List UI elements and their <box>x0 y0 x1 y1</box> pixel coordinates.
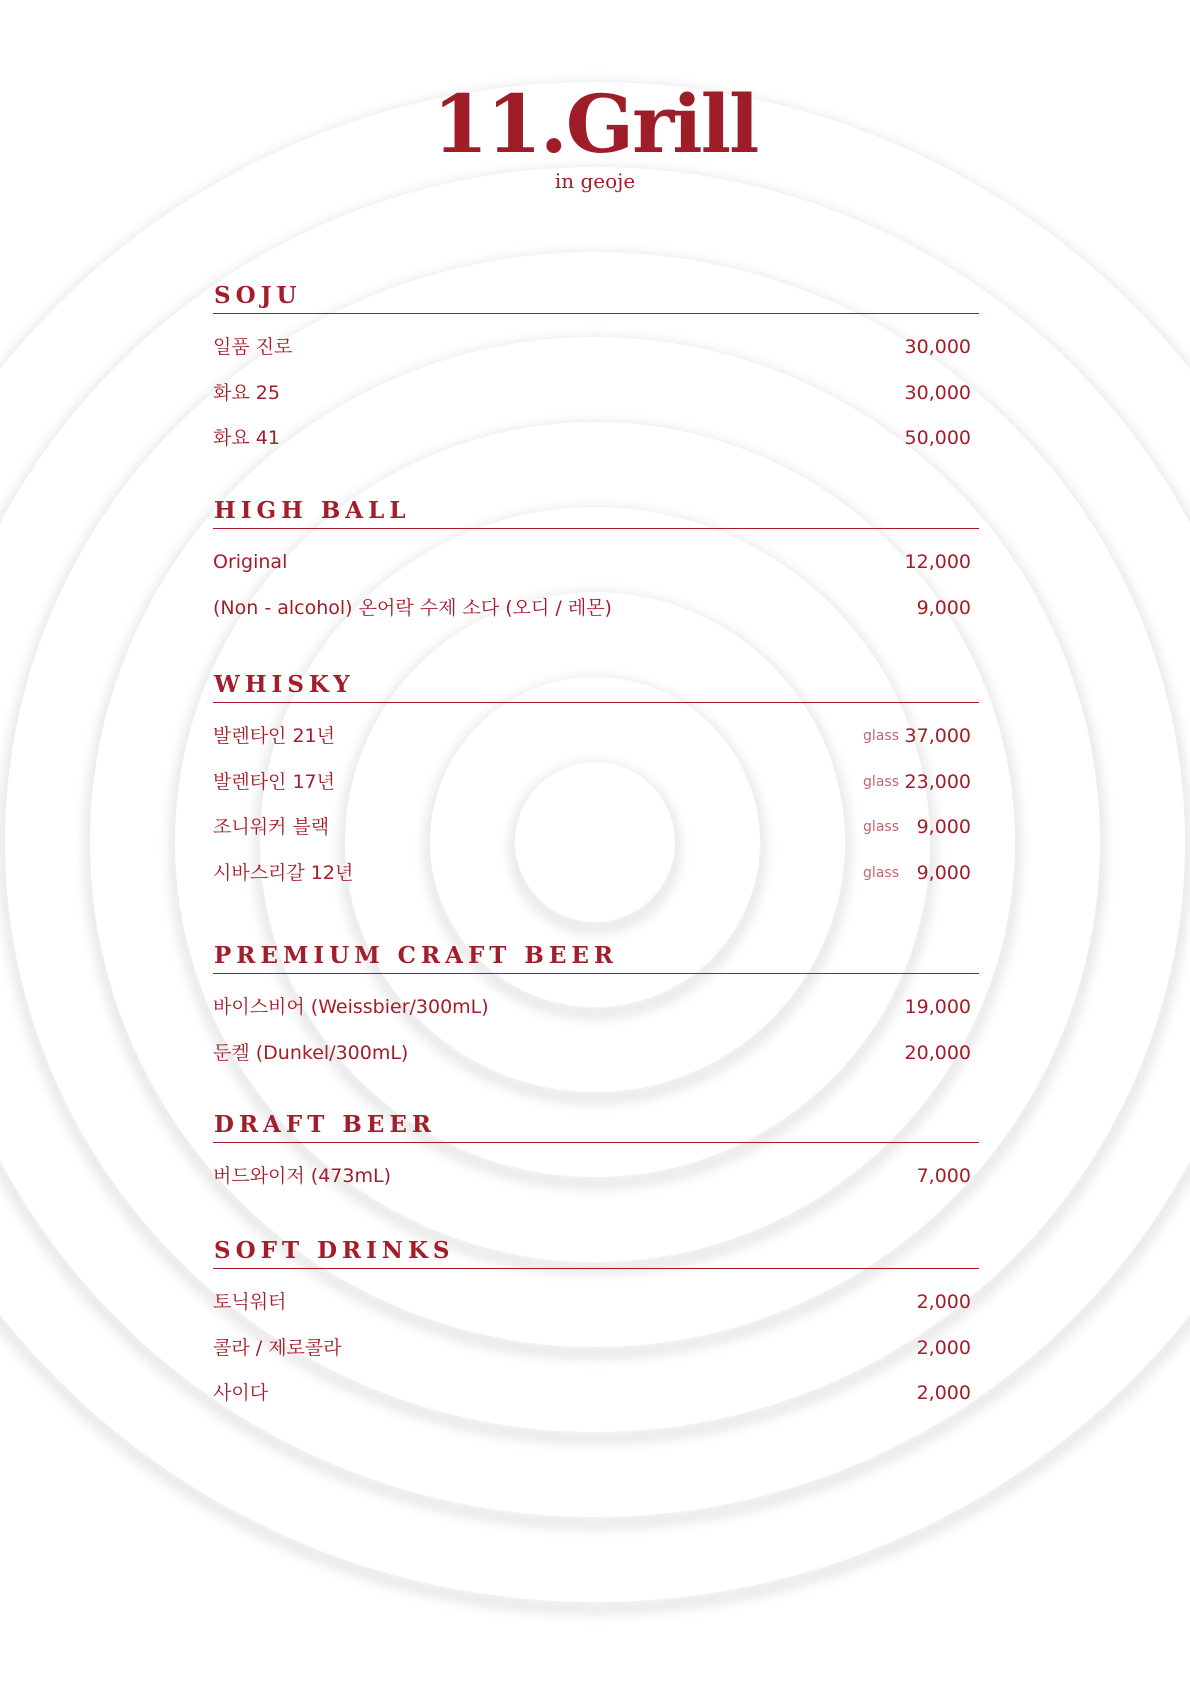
menu-item <box>213 1333 979 1379</box>
item-price: 20,000 <box>904 1041 971 1064</box>
item-name: 화요 25 <box>213 381 280 404</box>
item-name: 토닉워터 <box>213 1291 287 1313</box>
menu-item <box>213 423 979 469</box>
item-price: 19,000 <box>904 996 971 1018</box>
item-name: 화요 41 <box>213 427 280 449</box>
menu-item <box>213 332 979 378</box>
item-name: 버드와이저 (473mL) <box>213 1165 391 1187</box>
item-name: Original <box>213 551 288 573</box>
item-name: 일품 진로 <box>213 336 293 358</box>
item-name: 둔켈 (Dunkel/300mL) <box>213 1041 409 1064</box>
menu-item <box>213 767 979 813</box>
menu-item <box>213 1161 979 1207</box>
item-unit: glass <box>863 773 899 790</box>
item-name: (Non - alcohol) 온어락 수제 소다 (오디 / 레몬) <box>213 596 612 619</box>
menu-item <box>213 378 979 424</box>
section-premium-craft-beer <box>213 943 979 1083</box>
menu-item <box>213 593 979 639</box>
section-draft-beer <box>213 1112 979 1207</box>
item-price: 23,000 <box>904 770 971 793</box>
item-unit: glass <box>863 728 899 744</box>
menu-item <box>213 1378 979 1424</box>
item-name: 발렌타인 21년 <box>213 725 335 747</box>
menu-item <box>213 812 979 858</box>
item-price: 2,000 <box>916 1382 971 1404</box>
menu-item <box>213 547 979 593</box>
menu-item <box>213 1038 979 1084</box>
section-soft-drinks <box>213 1238 979 1424</box>
item-price: 2,000 <box>916 1291 971 1313</box>
item-name: 사이다 <box>213 1382 269 1404</box>
section-soju <box>213 283 979 469</box>
item-name: 콜라 / 제로콜라 <box>213 1336 342 1359</box>
section-high-ball <box>213 498 979 638</box>
section-title: WHISKY <box>213 672 979 703</box>
item-unit: glass <box>863 864 899 881</box>
menu-item <box>213 721 979 767</box>
item-name: 바이스비어 (Weissbier/300mL) <box>213 996 489 1018</box>
section-title: SOJU <box>213 283 979 314</box>
item-price: 30,000 <box>904 336 971 358</box>
section-title: HIGH BALL <box>213 498 979 529</box>
item-price: 30,000 <box>904 381 971 404</box>
item-name: 발렌타인 17년 <box>213 770 335 793</box>
item-price: 2,000 <box>916 1336 971 1359</box>
item-price: 37,000 <box>904 725 971 747</box>
item-name: 시바스리갈 12년 <box>213 861 354 884</box>
section-title: PREMIUM CRAFT BEER <box>213 943 979 974</box>
menu-item <box>213 992 979 1038</box>
item-price: 7,000 <box>916 1165 971 1187</box>
item-price: 12,000 <box>904 551 971 573</box>
section-title: DRAFT BEER <box>213 1112 979 1143</box>
restaurant-logo: 11.Grill <box>432 77 758 171</box>
section-title: SOFT DRINKS <box>213 1238 979 1269</box>
menu-item <box>213 858 979 904</box>
item-price: 9,000 <box>916 816 971 838</box>
item-unit: glass <box>863 819 899 835</box>
section-whisky <box>213 672 979 903</box>
item-price: 9,000 <box>916 861 971 884</box>
item-name: 조니워커 블랙 <box>213 816 330 838</box>
menu-item <box>213 1287 979 1333</box>
item-price: 9,000 <box>916 596 971 619</box>
item-price: 50,000 <box>904 427 971 449</box>
location-subtitle: in geoje <box>554 169 636 193</box>
